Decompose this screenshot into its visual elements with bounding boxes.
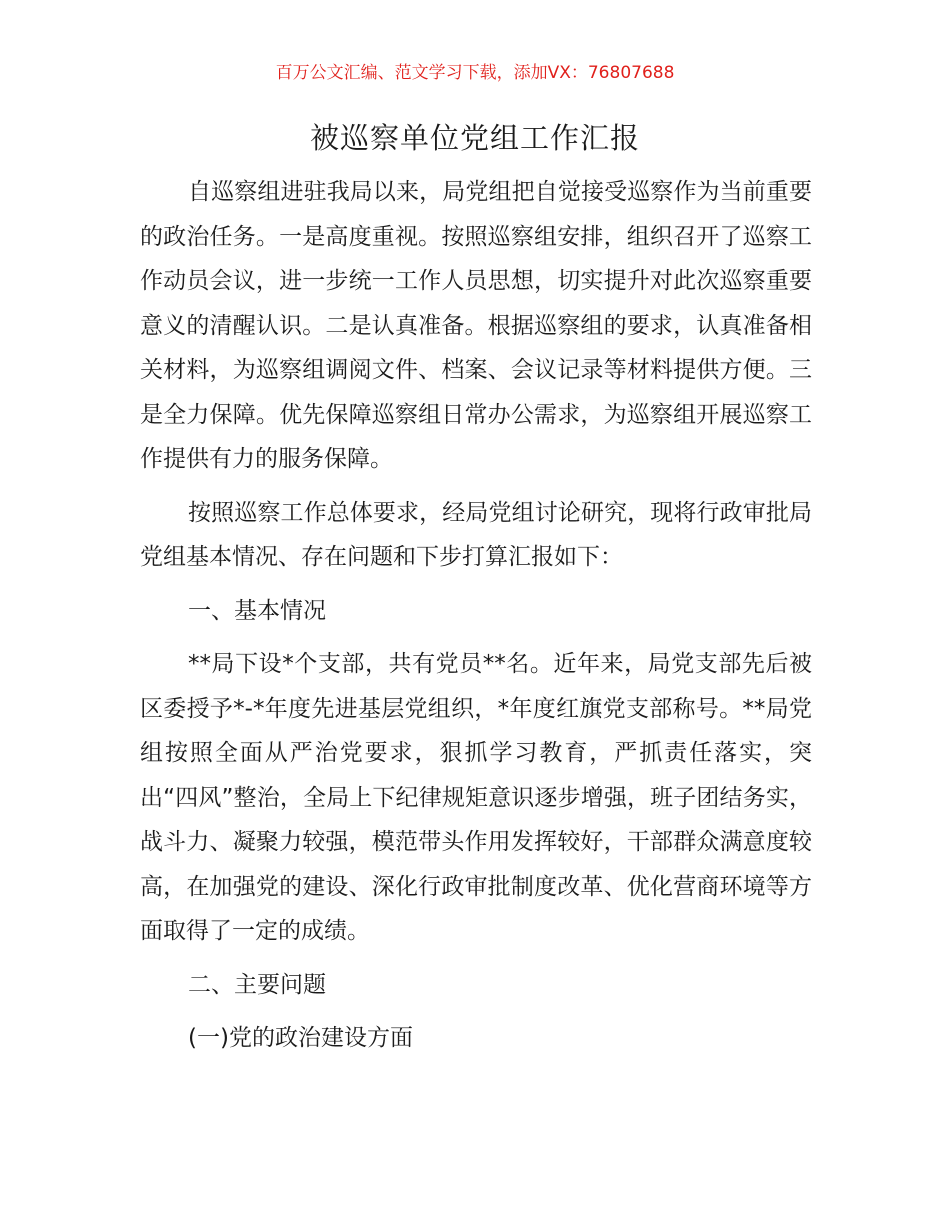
- document-body: [140, 170, 812, 1070]
- section-heading-main-problems: 二、主要问题: [188, 971, 326, 998]
- subsection-heading-political-construction: (一)党的政治建设方面: [188, 1025, 413, 1051]
- paragraph-basic-situation: **局下设*个支部，共有党员**名。近年来，局党支部先后被区委授予*-*年度先进基层党组织，*年度红旗党支部称号。**局党组按照全面从严治党要求，狠抓学习教育，严抓责任落实，突出“四风”整治，全局上下纪律规矩意识逐步增强，班子团结务实，战斗力、凝聚力较强，模范带头作用发挥较好，干部群众满意度较高，在加强党的建设、深化行政审批制度改革、优化营商环境等方面取得了一定的成绩。: [140, 651, 812, 944]
- document-title: 被巡察单位党组工作汇报: [309, 121, 640, 155]
- section-heading-basic-situation: 一、基本情况: [188, 597, 326, 624]
- header-watermark-note: 百万公文汇编、范文学习下载，添加VX：76807688: [275, 63, 675, 83]
- paragraph-overview: 按照巡察工作总体要求，经局党组讨论研究，现将行政审批局党组基本情况、存在问题和下步打算汇报如下：: [140, 499, 812, 570]
- paragraph-intro: 自巡察组进驻我局以来，局党组把自觉接受巡察作为当前重要的政治任务。一是高度重视。按照巡察组安排，组织召开了巡察工作动员会议，进一步统一工作人员思想，切实提升对此次巡察重要意义的清醒认识。二是认真准备。根据巡察组的要求，认真准备相关材料，为巡察组调阅文件、档案、会议记录等材料提供方便。三是全力保障。优先保障巡察组日常办公需求，为巡察组开展巡察工作提供有力的服务保障。: [140, 179, 812, 472]
